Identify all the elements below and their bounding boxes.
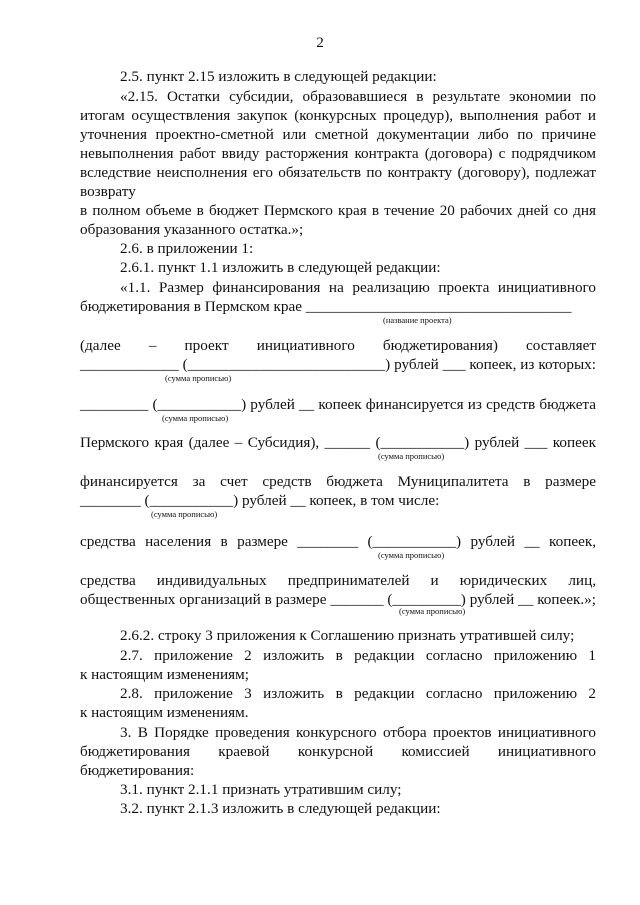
page-number: 2 bbox=[316, 34, 324, 51]
text-line: 3.2. пункт 2.1.3 изложить в следующей редакции: bbox=[120, 800, 441, 817]
text-line: Пермского края (далее – Субсидия), ______ (___________) рублей ___ копеек bbox=[80, 434, 596, 451]
caption-amount-words: (сумма прописью) bbox=[378, 550, 445, 560]
text-line: 2.8. приложение 3 изложить в редакции согласно приложению 2 bbox=[120, 685, 596, 702]
text-line: ________ (___________) рублей __ копеек, в том числе: bbox=[80, 492, 440, 509]
text-line: бюджетирования в Пермском крае ___________________________________ bbox=[80, 298, 572, 315]
text-line: 2.5. пункт 2.15 изложить в следующей редакции: bbox=[120, 68, 437, 85]
text-line: 3. В Порядке проведения конкурсного отбора проектов инициативного bbox=[120, 724, 596, 741]
text-line: (далее – проект инициативного бюджетирования) составляет bbox=[80, 337, 596, 354]
text-line: средства населения в размере ________ (___________) рублей __ копеек, bbox=[80, 533, 596, 550]
text-line: к настоящим изменениям. bbox=[80, 704, 249, 721]
text-line: «2.15. Остатки субсидии, образовавшиеся в результате экономии по bbox=[120, 88, 596, 105]
text-line: 2.6. в приложении 1: bbox=[120, 240, 254, 257]
text-line: итогам осуществления закупок (конкурсных процедур), выполнения работ и bbox=[80, 107, 596, 124]
text-line: вследствие неисполнения его обязательств по контракту (договору), подлежат bbox=[80, 164, 596, 181]
text-line: к настоящим изменениям; bbox=[80, 666, 249, 683]
text-line: 2.6.1. пункт 1.1 изложить в следующей редакции: bbox=[120, 259, 441, 276]
text-line: 2.6.2. строку 3 приложения к Соглашению признать утратившей силу; bbox=[120, 627, 575, 644]
text-line: средства индивидуальных предпринимателей и юридических лиц, bbox=[80, 572, 596, 589]
caption-project-name: (название проекта) bbox=[383, 315, 452, 325]
text-line: общественных организаций в размере _______ (_________) рублей __ копеек.»; bbox=[80, 591, 596, 608]
text-line: 3.1. пункт 2.1.1 признать утратившим силу; bbox=[120, 781, 402, 798]
text-line: _________ (___________) рублей __ копеек финансируется из средств бюджета bbox=[80, 396, 596, 413]
text-line: «1.1. Размер финансирования на реализацию проекта инициативного bbox=[120, 279, 596, 296]
text-line: невыполнения работ ввиду расторжения контракта (договора) с подрядчиком bbox=[80, 145, 596, 162]
text-line: _____________ (__________________________) рублей ___ копеек, из которых: bbox=[80, 356, 596, 373]
text-line: возврату bbox=[80, 183, 136, 200]
text-line: в полном объеме в бюджет Пермского края в течение 20 рабочих дней со дня bbox=[80, 202, 596, 219]
text-line: финансируется за счет средств бюджета Муниципалитета в размере bbox=[80, 473, 596, 490]
text-line: уточнения проектно-сметной или сметной документации либо по причине bbox=[80, 126, 596, 143]
caption-amount-words: (сумма прописью) bbox=[151, 509, 218, 519]
text-line: бюджетирования: bbox=[80, 762, 195, 779]
text-line: бюджетирования краевой конкурсной комиссией инициативного bbox=[80, 743, 596, 760]
text-line: образования указанного остатка.»; bbox=[80, 221, 304, 238]
caption-amount-words: (сумма прописью) bbox=[399, 606, 466, 616]
caption-amount-words: (сумма прописью) bbox=[165, 373, 232, 383]
caption-amount-words: (сумма прописью) bbox=[162, 413, 229, 423]
caption-amount-words: (сумма прописью) bbox=[378, 451, 445, 461]
text-line: 2.7. приложение 2 изложить в редакции согласно приложению 1 bbox=[120, 647, 596, 664]
